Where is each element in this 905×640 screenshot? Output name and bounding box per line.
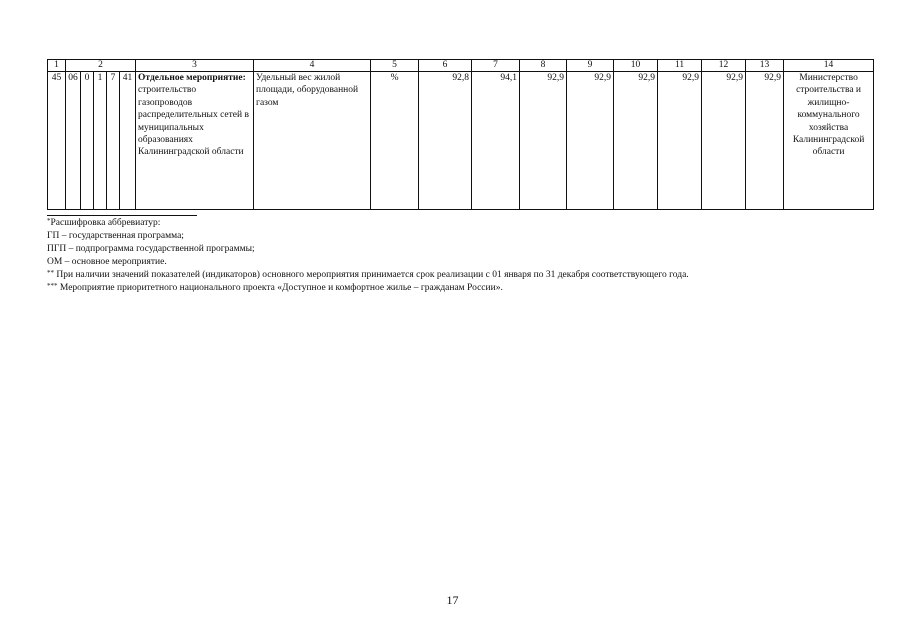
header-col-8: 8 [520,60,567,72]
value-cell: 92,9 [658,72,702,210]
footnote-mark: ** [47,269,54,277]
code-cell: 0 [81,72,94,210]
footnote-text: При наличии значений показателей (индикаторов) основного мероприятия принимается срок реализации с 01 января по 31 декабря соответствующего года. [56,270,689,280]
indicator-cell: Удельный вес жилой площади, оборудованной газом [254,72,371,210]
header-col-7: 7 [472,60,520,72]
footnote-note2 [47,269,867,282]
header-col-1: 1 [48,60,66,72]
activity-description: строительство газопроводов распределительных сетей в муниципальных образованиях Калининградской области [138,85,249,158]
footnote-abbr-title [47,217,867,230]
footnote-mark: * [47,217,51,225]
footnote-text: Мероприятие приоритетного национального проекта «Доступное и комфортное жилье – гражданам России». [59,283,503,293]
footnote-divider [47,215,197,216]
footnote-pgp: ПГП – подпрограмма государственной программы; [47,244,255,254]
header-col-3: 3 [136,60,254,72]
header-col-9: 9 [567,60,614,72]
activity-title: Отдельное мероприятие: [138,73,246,83]
footnote-note3 [47,282,867,295]
value-cell: 92,9 [520,72,567,210]
code-cell: 45 [48,72,66,210]
value-cell: 92,9 [746,72,784,210]
footnote-om: ОМ – основное мероприятие. [47,257,167,267]
footnote-gp: ГП – государственная программа; [47,231,184,241]
code-cell: 41 [120,72,136,210]
value-cell: 94,1 [472,72,520,210]
footnote-text: Расшифровка аббревиатур: [50,218,161,228]
code-cell: 1 [94,72,107,210]
header-col-6: 6 [419,60,472,72]
header-col-10: 10 [614,60,658,72]
code-cell: 7 [107,72,120,210]
responsible-cell: Министерство строительства и жилищно-коммунального хозяйства Калининградской области [784,72,874,210]
header-col-13: 13 [746,60,784,72]
header-col-14: 14 [784,60,874,72]
header-row [48,60,874,72]
value-cell: 92,9 [614,72,658,210]
indicators-table [47,59,874,210]
value-cell: 92,9 [567,72,614,210]
header-col-4: 4 [254,60,371,72]
header-col-12: 12 [702,60,746,72]
activity-cell [136,72,254,210]
header-col-2: 2 [66,60,136,72]
code-cell: 06 [66,72,81,210]
footnote-mark: *** [47,282,58,290]
page-number: 17 [446,593,459,607]
value-cell: 92,8 [419,72,472,210]
unit-cell: % [371,72,419,210]
header-col-11: 11 [658,60,702,72]
footnotes [47,215,867,295]
table-row [48,72,874,210]
header-col-5: 5 [371,60,419,72]
value-cell: 92,9 [702,72,746,210]
